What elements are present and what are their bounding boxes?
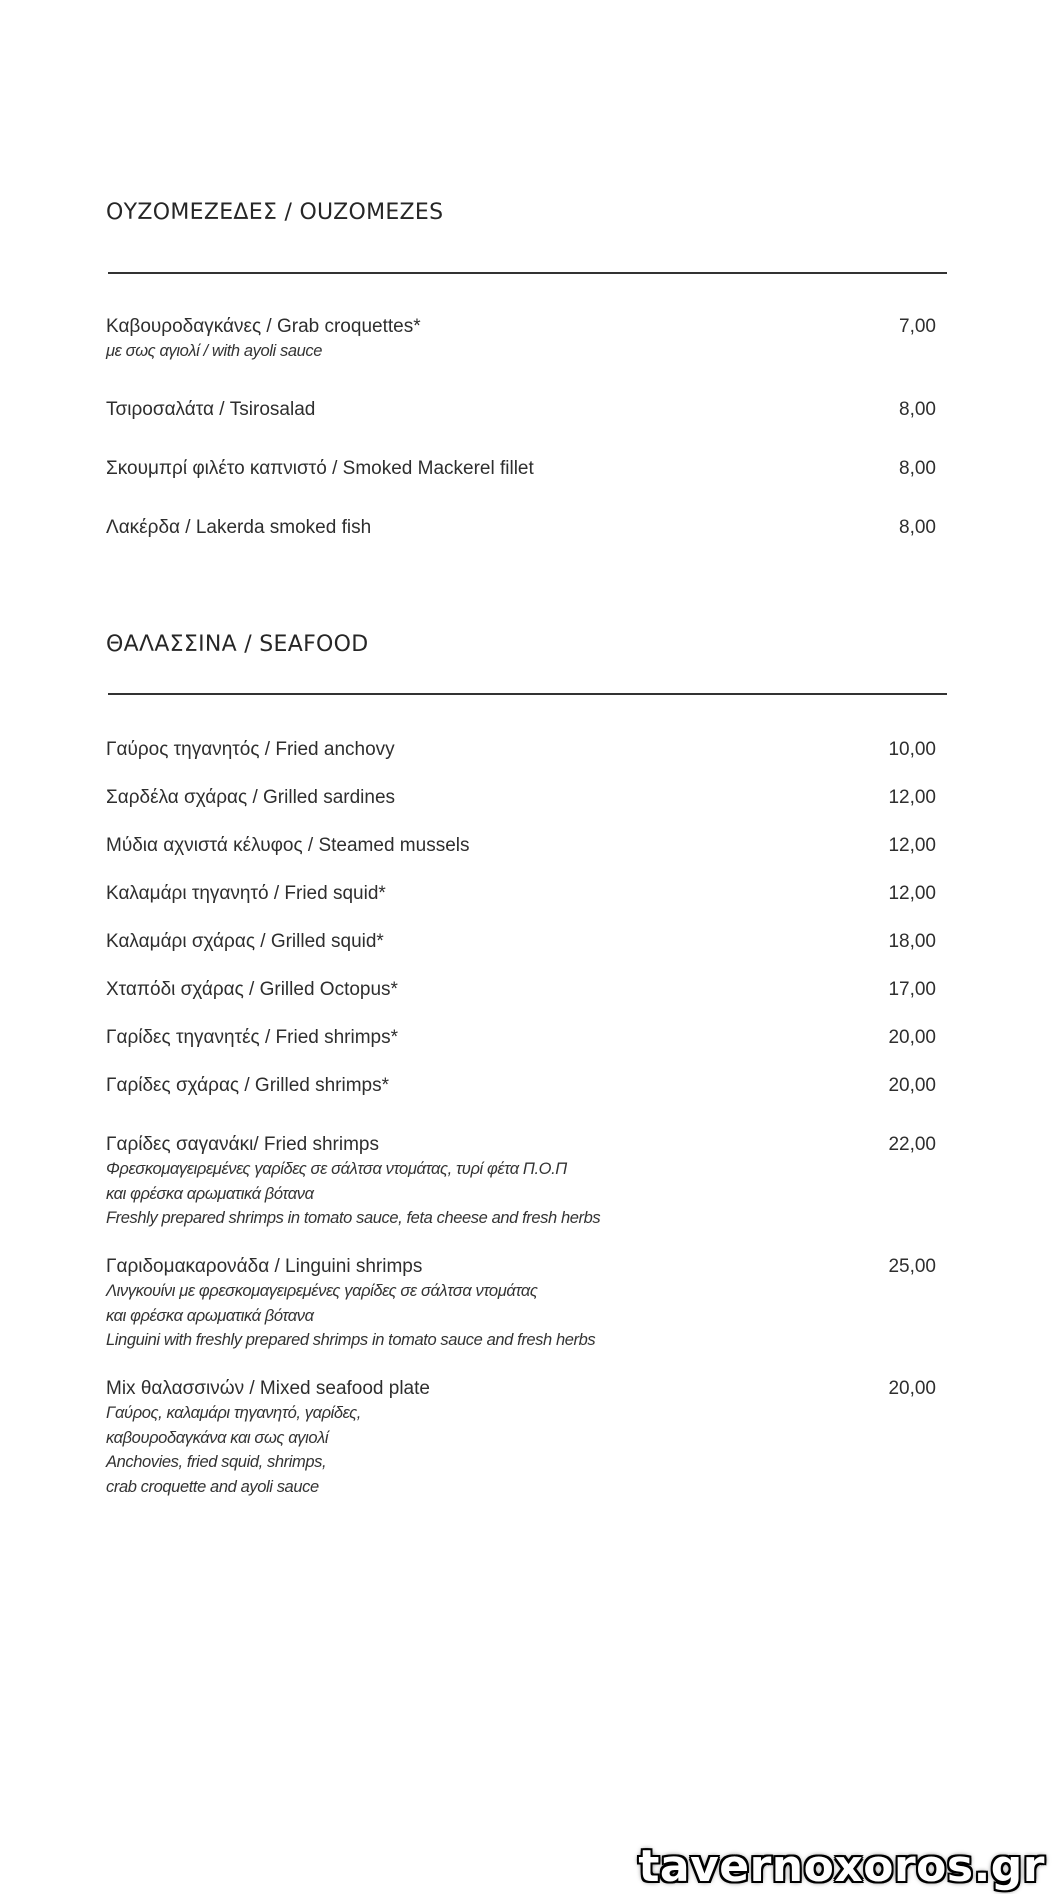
item-name: Γαρίδες σαγανάκι/ Fried shrimps bbox=[106, 1134, 379, 1155]
item-description: με σως αγιολί / with ayoli sauce bbox=[106, 342, 323, 360]
item-description: Λινγκουίνι με φρεσκομαγειρεμένες γαρίδες σε σάλτσα ντομάτας bbox=[106, 1282, 538, 1300]
item-name: Καβουροδαγκάνες / Grab croquettes* bbox=[106, 316, 421, 337]
menu-item bbox=[106, 834, 936, 858]
menu-item bbox=[106, 1255, 936, 1353]
item-description: crab croquette and ayoli sauce bbox=[106, 1477, 319, 1496]
item-description: καβουροδαγκάνα και σως αγιολί bbox=[106, 1428, 329, 1447]
item-price: 8,00 bbox=[899, 458, 936, 479]
item-name: Γαρίδες τηγανητές / Fried shrimps* bbox=[106, 1027, 399, 1048]
item-name: Λακέρδα / Lakerda smoked fish bbox=[106, 517, 372, 538]
menu-item bbox=[106, 1026, 936, 1050]
item-price: 22,00 bbox=[888, 1134, 936, 1155]
item-description: Linguini with freshly prepared shrimps in tomato sauce and fresh herbs bbox=[106, 1331, 596, 1349]
menu-item bbox=[106, 457, 936, 481]
menu-item bbox=[106, 1377, 936, 1499]
menu-item bbox=[106, 930, 936, 954]
menu-item bbox=[106, 738, 936, 762]
item-price: 8,00 bbox=[899, 517, 936, 538]
item-name: Γαύρος τηγανητός / Fried anchovy bbox=[106, 739, 395, 760]
item-price: 12,00 bbox=[888, 835, 936, 856]
item-price: 18,00 bbox=[888, 931, 936, 952]
menu-item bbox=[106, 398, 936, 422]
item-name: Σκουμπρί φιλέτο καπνιστό / Smoked Mackerel fillet bbox=[106, 458, 534, 479]
section-divider bbox=[108, 272, 947, 274]
item-description: Γαύρος, καλαμάρι τηγανητό, γαρίδες, bbox=[106, 1404, 361, 1422]
item-name: Γαρίδες σχάρας / Grilled shrimps* bbox=[106, 1075, 390, 1096]
section-title-seafood: ΘΑΛΑΣΣΙΝΑ / SEAFOOD bbox=[106, 632, 369, 657]
section-title-ouzomezes: ΟΥΖΟΜΕΖΕΔΕΣ / OUZOMEZES bbox=[106, 200, 444, 225]
menu-item bbox=[106, 315, 936, 364]
item-price: 12,00 bbox=[888, 883, 936, 904]
item-name: Μύδια αχνιστά κέλυφος / Steamed mussels bbox=[106, 835, 470, 856]
item-price: 10,00 bbox=[888, 739, 936, 760]
item-price: 8,00 bbox=[899, 399, 936, 420]
item-price: 20,00 bbox=[888, 1075, 936, 1096]
item-name: Καλαμάρι τηγανητό / Fried squid* bbox=[106, 883, 386, 904]
item-name: Χταπόδι σχάρας / Grilled Octopus* bbox=[106, 979, 398, 1000]
menu-item bbox=[106, 882, 936, 906]
item-name: Mix θαλασσινών / Mixed seafood plate bbox=[106, 1378, 430, 1399]
item-price: 20,00 bbox=[888, 1027, 936, 1048]
item-price: 17,00 bbox=[888, 979, 936, 1000]
item-name: Γαριδομακαρονάδα / Linguini shrimps bbox=[106, 1256, 423, 1277]
menu-item bbox=[106, 516, 936, 540]
item-description: Freshly prepared shrimps in tomato sauce, feta cheese and fresh herbs bbox=[106, 1209, 601, 1227]
item-price: 20,00 bbox=[888, 1378, 936, 1399]
item-name: Τσιροσαλάτα / Tsirosalad bbox=[106, 399, 316, 420]
menu-item bbox=[106, 786, 936, 810]
item-description: Φρεσκομαγειρεμένες γαρίδες σε σάλτσα ντομάτας, τυρί φέτα Π.Ο.Π bbox=[106, 1160, 567, 1178]
item-description: Anchovies, fried squid, shrimps, bbox=[106, 1453, 327, 1471]
item-price: 25,00 bbox=[888, 1256, 936, 1277]
section-divider bbox=[108, 693, 947, 695]
item-name: Σαρδέλα σχάρας / Grilled sardines bbox=[106, 787, 396, 808]
item-price: 12,00 bbox=[888, 787, 936, 808]
menu-item bbox=[106, 1074, 936, 1098]
watermark-logo: tavernoxoros.gr bbox=[638, 1841, 1045, 1892]
menu-item bbox=[106, 1133, 936, 1231]
item-name: Καλαμάρι σχάρας / Grilled squid* bbox=[106, 931, 384, 952]
item-description: και φρέσκα αρωματικά βότανα bbox=[106, 1306, 314, 1325]
menu-item bbox=[106, 978, 936, 1002]
item-price: 7,00 bbox=[899, 316, 936, 337]
item-description: και φρέσκα αρωματικά βότανα bbox=[106, 1184, 314, 1203]
